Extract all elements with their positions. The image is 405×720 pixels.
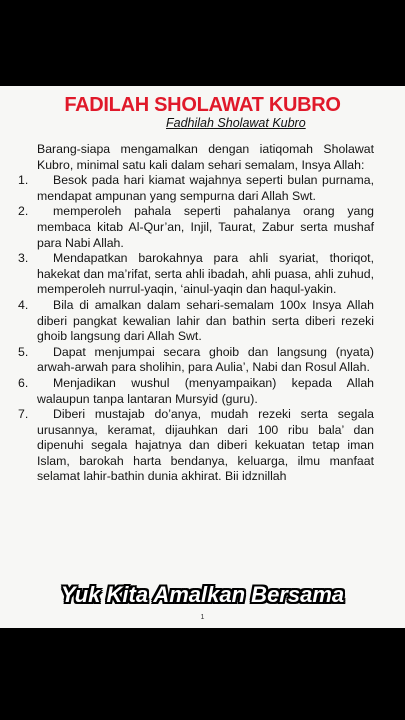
list-item <box>18 298 374 345</box>
list-item-text: memperoleh pahala seperti pahalanya orang yang membaca kitab Al-Qur’an, Injil, Taurat, Zabur serta mushaf para Nabi Allah. <box>37 204 374 250</box>
main-title: FADILAH SHOLAWAT KUBRO <box>64 94 341 116</box>
list-item <box>18 345 374 376</box>
list-item-text: Dapat menjumpai secara ghoib dan langsung (nyata) arwah-arwah para sholihin, para Aulia’, Nabi dan Rosul Allah. <box>37 344 374 375</box>
list-item-number: 3. <box>18 251 29 266</box>
list-item-text: Menjadikan wushul (menyampaikan) kepada Allah walaupun tanpa lantaran Mursyid (guru). <box>37 375 374 406</box>
list-item <box>18 407 374 485</box>
list-item-number: 6. <box>18 375 29 390</box>
page-number: 1 <box>200 614 205 621</box>
list-item-text: Bila di amalkan dalam sehari-semalam 100x Insya Allah diberi pangkat kewalian lahir dan bathin serta diberi rezeki ghoib langsung dari Allah Swt. <box>37 297 374 344</box>
list-item-number: 2. <box>18 204 29 219</box>
list-item-number: 5. <box>18 344 29 359</box>
document-page <box>0 86 405 628</box>
document-body <box>18 142 374 485</box>
subtitle: Fadhilah Sholawat Kubro <box>166 116 306 130</box>
list-item <box>18 173 374 204</box>
list-item <box>18 251 374 298</box>
list-item-number: 7. <box>18 407 29 422</box>
list-item <box>18 204 374 251</box>
overlay-caption: Yuk Kita Amalkan Bersama <box>60 582 345 607</box>
list-item <box>18 376 374 407</box>
benefits-list <box>18 173 374 485</box>
list-item-number: 4. <box>18 297 29 312</box>
list-item-number: 1. <box>18 173 29 188</box>
list-item-text: Besok pada hari kiamat wajahnya seperti bulan purnama, mendapat ampunan yang sempurna dari Allah Swt. <box>37 173 374 203</box>
list-item-text: Diberi mustajab do’anya, mudah rezeki serta segala urusannya, keramat, dijauhkan dari 100 ribu bala’ dan dipenuhi segala hajatnya dan diberi kekuatan tetap iman Islam, barokah harta bendanya, keluarga, ilmu manfaat selamat lahir-bathin dunia akhirat. Bii idznillah <box>37 407 374 484</box>
list-item-text: Mendapatkan barokahnya para ahli syariat, thoriqot, hakekat dan ma’rifat, serta ahli ibadah, ahli puasa, ahli zuhud, memperoleh nurrul-yaqin, ‘ainul-yaqin dan haqul-yakin. <box>37 251 375 297</box>
intro-paragraph: Barang-siapa mengamalkan dengan iatiqomah Sholawat Kubro, minimal satu kali dalam sehari semalam, Insya Allah: <box>37 142 374 172</box>
